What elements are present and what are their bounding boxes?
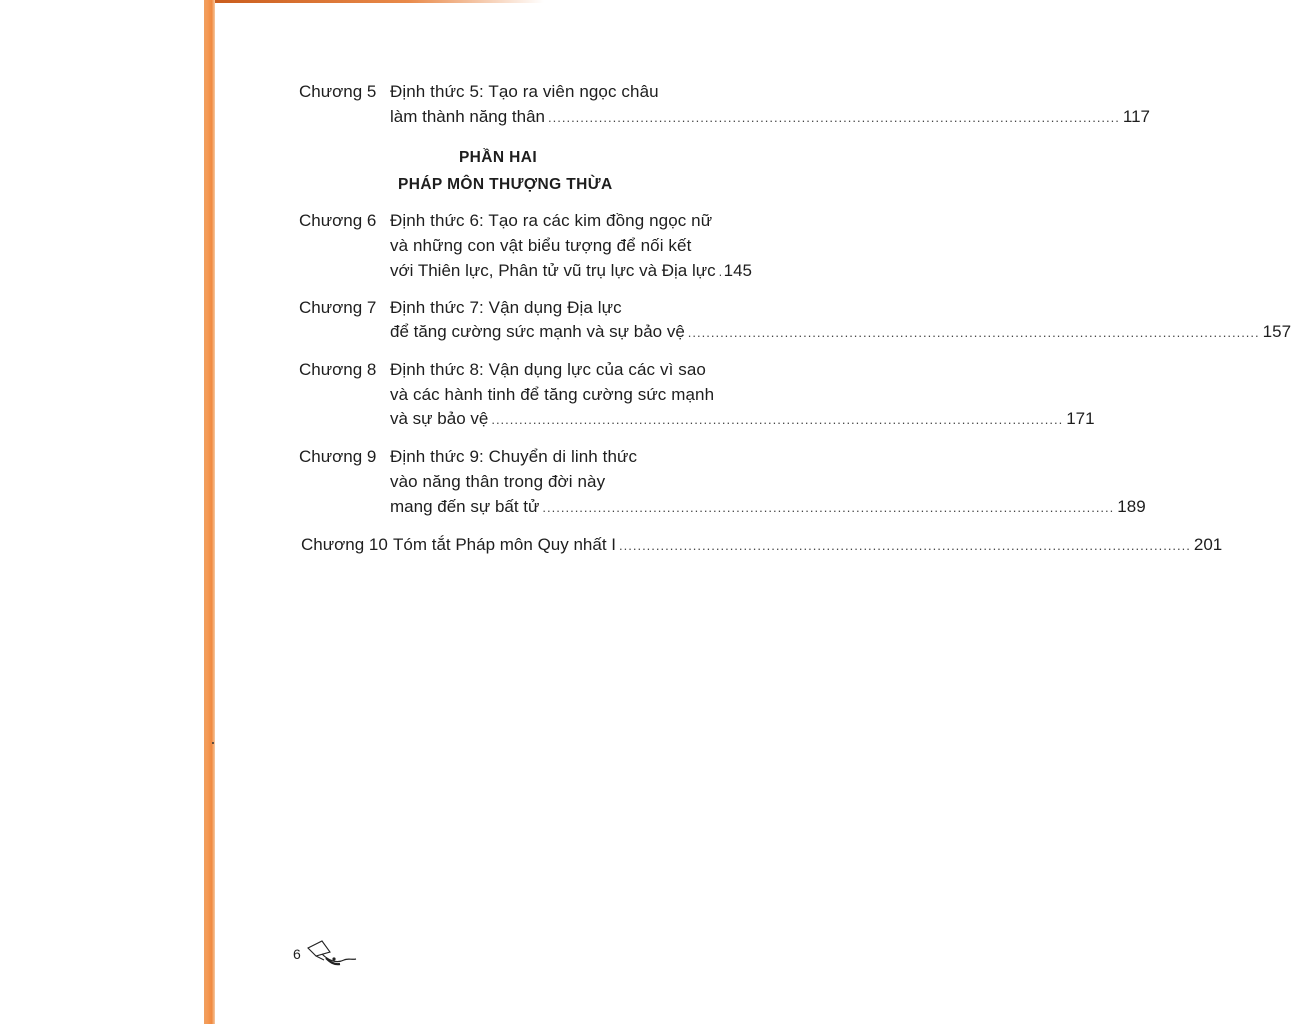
chapter-title-line: để tăng cường sức mạnh và sự bảo vệ	[390, 322, 685, 341]
toc-leader-row	[390, 409, 1095, 430]
chapter-title-line: Định thức 6: Tạo ra các kim đồng ngọc nữ	[390, 211, 713, 230]
chapter-label: Chương 9	[299, 447, 377, 466]
chapter-title-line: và các hành tinh để tăng cường sức mạnh	[390, 385, 715, 404]
chapter-title-line: vào năng thân trong đời này	[390, 472, 606, 491]
chapter-title-line: Định thức 8: Vận dụng lực của các vì sao	[390, 360, 706, 379]
chapter-title-line: Định thức 7: Vận dụng Địa lực	[390, 298, 622, 317]
toc-leader-row	[390, 261, 752, 282]
chapter-title-line: với Thiên lực, Phân tử vũ trụ lực và Địa lực	[390, 261, 716, 280]
dot-leader: ............................................................................................................................	[687, 325, 1260, 340]
chapter-title-line: Định thức 9: Chuyển di linh thức	[390, 447, 638, 466]
chapter-title-line: Tóm tắt Pháp môn Quy nhất I	[393, 535, 617, 554]
dot-leader	[719, 262, 721, 282]
page-number: 171	[1066, 409, 1095, 428]
toc-leader-row	[390, 497, 1146, 518]
toc-leader-row	[390, 107, 1150, 128]
chapter-title-line: Định thức 5: Tạo ra viên ngọc châu	[390, 82, 659, 101]
chapter-label: Chương 6	[299, 211, 377, 230]
page-number: 201	[1193, 535, 1223, 554]
chapter-label: Chương 8	[299, 360, 377, 379]
chapter-label: Chương 10	[301, 535, 388, 554]
page-number: 157	[1262, 322, 1291, 341]
dot-leader: ............................................................................................................................	[542, 500, 1115, 515]
page-number: 145	[723, 261, 752, 280]
toc-leader-row	[390, 322, 1291, 343]
page-number: 117	[1122, 107, 1150, 126]
page-folio-number: 6	[293, 946, 301, 962]
page-number: 189	[1117, 497, 1146, 516]
chapter-label: Chương 7	[299, 298, 377, 317]
chapter-title-line: và những con vật biểu tượng để nối kết	[390, 236, 692, 255]
chapter-title-line: làm thành năng thân	[390, 107, 546, 126]
chapter-label: Chương 5	[299, 82, 377, 101]
chapter-title-line: mang đến sự bất tử	[390, 497, 540, 516]
pen-nib-flourish-icon	[304, 938, 358, 968]
part-subtitle: PHÁP MÔN THƯỢNG THỪA	[398, 176, 613, 193]
toc-leader-row	[393, 535, 1223, 556]
part-title: PHẦN HAI	[458, 149, 538, 166]
chapter-title-line: và sự bảo vệ	[390, 409, 489, 428]
dot-leader: ............................................................................................................................	[619, 538, 1191, 553]
dot-leader: ............................................................................................................................	[491, 412, 1064, 427]
dot-leader: ............................................................................................................................	[548, 110, 1120, 125]
